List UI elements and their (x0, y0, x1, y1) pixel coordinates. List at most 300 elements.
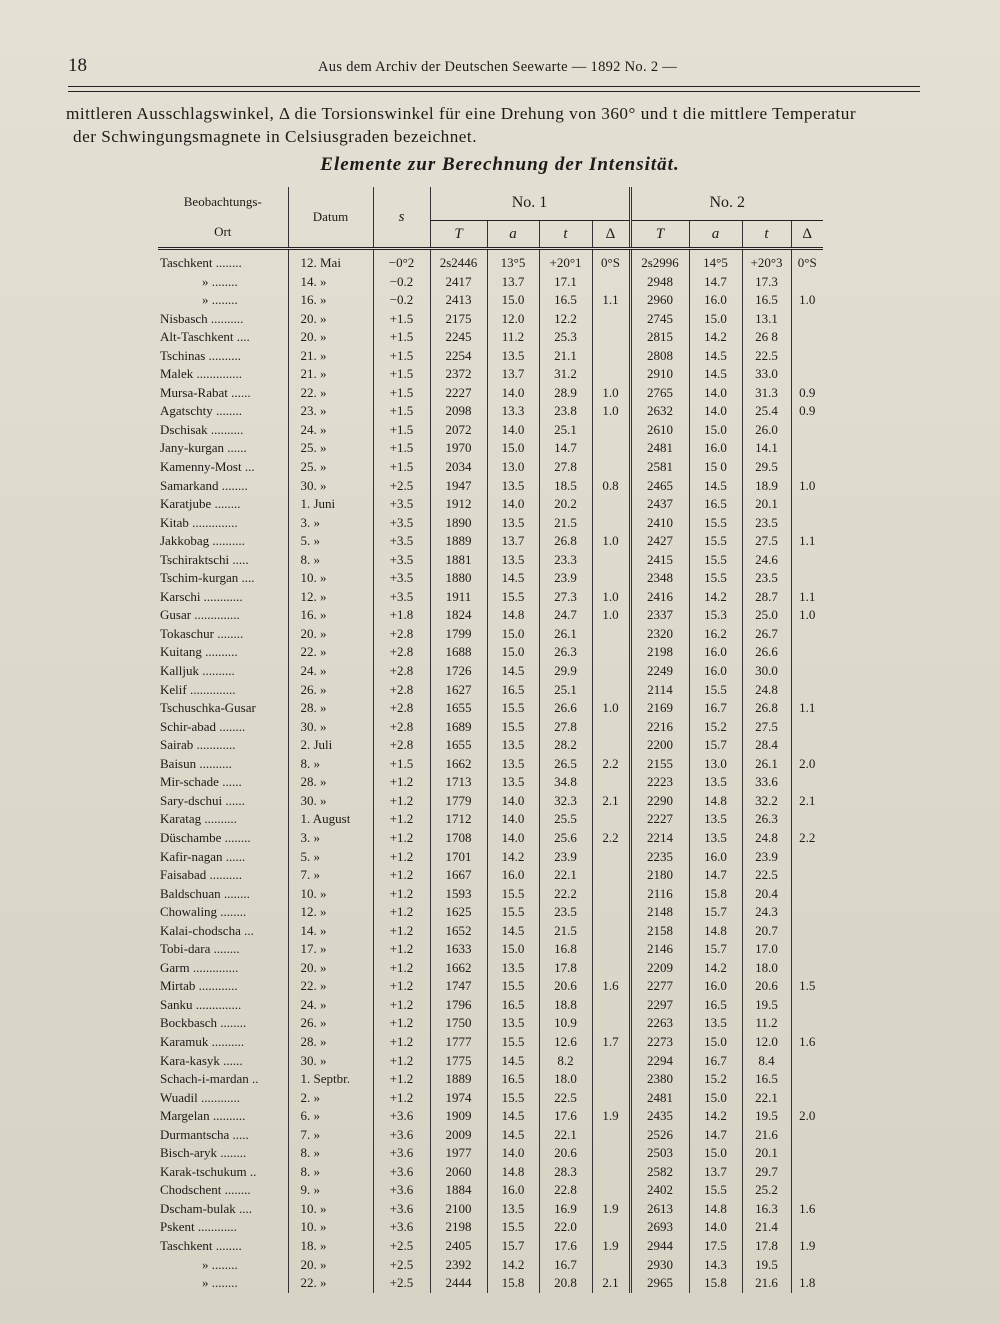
table-row (158, 328, 823, 347)
cell-T1: 1799 (430, 625, 487, 644)
cell-delta1 (592, 848, 630, 867)
cell-s: +1.5 (373, 421, 430, 440)
cell-a2: 16.0 (689, 977, 742, 996)
cell-t2: 33.0 (742, 365, 791, 384)
cell-datum: 24. » (288, 996, 373, 1015)
cell-delta2: 1.9 (791, 1237, 823, 1256)
table-row (158, 643, 823, 662)
cell-datum: 16. » (288, 291, 373, 310)
cell-delta2 (791, 1014, 823, 1033)
table-row (158, 959, 823, 978)
cell-T2: 2415 (630, 551, 689, 570)
cell-s: +1.2 (373, 903, 430, 922)
cell-ort: Chodschent ........ (160, 1182, 251, 1198)
cell-delta2: 1.5 (791, 977, 823, 996)
cell-datum: 22. » (288, 384, 373, 403)
cell-T1: 1633 (430, 940, 487, 959)
cell-T2: 2435 (630, 1107, 689, 1126)
cell-ort: Schach-i-mardan .. (160, 1071, 259, 1087)
cell-s: +3.5 (373, 551, 430, 570)
cell-delta2 (791, 365, 823, 384)
table-row (158, 439, 823, 458)
table-row (158, 291, 823, 310)
cell-ort: Karschi ............ (160, 588, 243, 604)
cell-T2: 2503 (630, 1144, 689, 1163)
cell-T2: 2930 (630, 1256, 689, 1275)
cell-s: +1.2 (373, 1070, 430, 1089)
cell-a1: 14.2 (487, 1256, 539, 1275)
cell-a1: 13.7 (487, 532, 539, 551)
cell-T2: 2808 (630, 347, 689, 366)
cell-delta2 (791, 421, 823, 440)
subheader-t2: t (742, 220, 791, 248)
table-row (158, 384, 823, 403)
cell-T1: 1593 (430, 885, 487, 904)
table-row (158, 1237, 823, 1256)
cell-s: +3.6 (373, 1126, 430, 1145)
cell-s: +3.5 (373, 514, 430, 533)
cell-T1: 1881 (430, 551, 487, 570)
cell-T1: 2405 (430, 1237, 487, 1256)
cell-s: +3.6 (373, 1181, 430, 1200)
cell-s: +1.2 (373, 1014, 430, 1033)
table-row (158, 532, 823, 551)
cell-delta1 (592, 1144, 630, 1163)
cell-T1: 2009 (430, 1126, 487, 1145)
cell-t2: 18.9 (742, 477, 791, 496)
cell-t2: 25.2 (742, 1181, 791, 1200)
cell-T1: 1662 (430, 959, 487, 978)
cell-a2: 17.5 (689, 1237, 742, 1256)
cell-datum: 16. » (288, 606, 373, 625)
table-row (158, 866, 823, 885)
cell-a2: 15 0 (689, 458, 742, 477)
subheader-delta2: Δ (791, 220, 823, 248)
cell-t2: 26.1 (742, 755, 791, 774)
intro-paragraph (66, 102, 931, 148)
cell-t1: 20.8 (539, 1274, 592, 1293)
cell-a1: 14.0 (487, 495, 539, 514)
cell-t2: 24.3 (742, 903, 791, 922)
cell-t2: +20°3 (742, 249, 791, 273)
cell-T1: 1712 (430, 810, 487, 829)
cell-delta1: 2.1 (592, 1274, 630, 1293)
cell-ort: Tobi-dara ........ (160, 941, 240, 957)
cell-t1: 28.2 (539, 736, 592, 755)
cell-a1: 14.5 (487, 922, 539, 941)
cell-ort: Karatjube ........ (160, 496, 241, 512)
table-row (158, 996, 823, 1015)
cell-a1: 14.5 (487, 1126, 539, 1145)
cell-s: +2.5 (373, 1256, 430, 1275)
cell-delta2 (791, 940, 823, 959)
cell-ort: Baldschuan ........ (160, 885, 250, 901)
cell-delta2 (791, 514, 823, 533)
cell-t2: 20.6 (742, 977, 791, 996)
cell-s: −0.2 (373, 273, 430, 292)
cell-delta1 (592, 273, 630, 292)
cell-T2: 2765 (630, 384, 689, 403)
cell-T1: 1747 (430, 977, 487, 996)
cell-t1: 26.1 (539, 625, 592, 644)
cell-s: +3.6 (373, 1200, 430, 1219)
cell-a1: 15.0 (487, 625, 539, 644)
subheader-T2: T (630, 220, 689, 248)
cell-T1: 2392 (430, 1256, 487, 1275)
cell-t2: 23.5 (742, 569, 791, 588)
cell-T2: 2481 (630, 439, 689, 458)
cell-delta2 (791, 347, 823, 366)
cell-T2: 2209 (630, 959, 689, 978)
cell-t2: 16.5 (742, 1070, 791, 1089)
cell-a2: 14.0 (689, 402, 742, 421)
cell-T2: 2155 (630, 755, 689, 774)
cell-ort: Sanku .............. (160, 996, 242, 1012)
cell-delta2 (791, 1181, 823, 1200)
cell-a2: 13.5 (689, 829, 742, 848)
cell-T1: 2227 (430, 384, 487, 403)
cell-s: +1.5 (373, 347, 430, 366)
cell-a1: 16.5 (487, 681, 539, 700)
cell-a2: 14.8 (689, 1200, 742, 1219)
cell-a1: 15.8 (487, 1274, 539, 1293)
cell-delta1 (592, 718, 630, 737)
cell-a2: 16.5 (689, 495, 742, 514)
table-row (158, 1052, 823, 1071)
cell-delta1 (592, 643, 630, 662)
cell-datum: 8. » (288, 1144, 373, 1163)
cell-a1: 15.5 (487, 699, 539, 718)
cell-s: +2.8 (373, 643, 430, 662)
cell-t2: 11.2 (742, 1014, 791, 1033)
cell-t1: 24.7 (539, 606, 592, 625)
cell-ort: Dschisak .......... (160, 421, 244, 437)
cell-t2: 17.0 (742, 940, 791, 959)
cell-s: +1.2 (373, 922, 430, 941)
cell-delta1: 1.9 (592, 1107, 630, 1126)
table-row (158, 829, 823, 848)
cell-datum: 21. » (288, 347, 373, 366)
cell-delta2 (791, 885, 823, 904)
cell-t1: 20.6 (539, 977, 592, 996)
cell-a2: 16.0 (689, 291, 742, 310)
cell-t1: 16.5 (539, 291, 592, 310)
cell-ort: Mursa-Rabat ...... (160, 384, 251, 400)
cell-T1: 2060 (430, 1163, 487, 1182)
cell-ort: Taschkent ........ (160, 1237, 242, 1253)
cell-T2: 2148 (630, 903, 689, 922)
cell-delta1 (592, 310, 630, 329)
cell-delta2 (791, 922, 823, 941)
cell-datum: 10. » (288, 569, 373, 588)
cell-a1: 15.5 (487, 885, 539, 904)
table-row (158, 903, 823, 922)
cell-t2: 16.5 (742, 291, 791, 310)
cell-datum: 5. » (288, 532, 373, 551)
cell-datum: 21. » (288, 365, 373, 384)
cell-delta2: 2.0 (791, 1107, 823, 1126)
cell-delta1 (592, 1014, 630, 1033)
cell-t1: 23.3 (539, 551, 592, 570)
cell-t1: 22.1 (539, 866, 592, 885)
cell-datum: 22. » (288, 977, 373, 996)
cell-t1: 28.9 (539, 384, 592, 403)
cell-T2: 2944 (630, 1237, 689, 1256)
cell-T2: 2169 (630, 699, 689, 718)
table-row (158, 1107, 823, 1126)
cell-T2: 2960 (630, 291, 689, 310)
cell-T2: 2116 (630, 885, 689, 904)
cell-T1: 1909 (430, 1107, 487, 1126)
cell-t2: 19.5 (742, 1107, 791, 1126)
cell-t1: 10.9 (539, 1014, 592, 1033)
table-row (158, 1274, 823, 1293)
cell-delta1 (592, 458, 630, 477)
cell-ort: Taschkent ........ (160, 255, 242, 270)
cell-ort: Pskent ............ (160, 1219, 237, 1235)
cell-t2: 26 8 (742, 328, 791, 347)
cell-delta1 (592, 773, 630, 792)
cell-t1: 27.8 (539, 458, 592, 477)
column-header-ort (158, 187, 288, 249)
cell-delta2 (791, 1089, 823, 1108)
cell-delta2: 1.0 (791, 477, 823, 496)
cell-datum: 20. » (288, 625, 373, 644)
cell-a1: 14.0 (487, 829, 539, 848)
cell-delta2: 1.0 (791, 606, 823, 625)
cell-t2: 27.5 (742, 532, 791, 551)
cell-a2: 15.7 (689, 940, 742, 959)
cell-a2: 14.5 (689, 365, 742, 384)
cell-a2: 14.7 (689, 866, 742, 885)
cell-a1: 13.5 (487, 477, 539, 496)
cell-a1: 15.0 (487, 439, 539, 458)
cell-delta2: 1.1 (791, 588, 823, 607)
cell-datum: 30. » (288, 477, 373, 496)
column-header-ort-text: Beobachtungs- Ort (183, 194, 262, 239)
table-row (158, 755, 823, 774)
cell-s: +1.5 (373, 755, 430, 774)
table-row (158, 922, 823, 941)
cell-delta2 (791, 681, 823, 700)
cell-delta2: 2.1 (791, 792, 823, 811)
cell-T2: 2114 (630, 681, 689, 700)
cell-T2: 2965 (630, 1274, 689, 1293)
cell-delta1: 1.0 (592, 699, 630, 718)
cell-delta1 (592, 1126, 630, 1145)
cell-T1: 1750 (430, 1014, 487, 1033)
cell-t2: 26.3 (742, 810, 791, 829)
cell-delta1 (592, 959, 630, 978)
cell-a2: 15.7 (689, 903, 742, 922)
cell-datum: 9. » (288, 1181, 373, 1200)
cell-ort: Sairab ............ (160, 737, 236, 753)
cell-t1: 23.9 (539, 848, 592, 867)
cell-T2: 2693 (630, 1218, 689, 1237)
cell-T1: 1652 (430, 922, 487, 941)
cell-t1: 23.8 (539, 402, 592, 421)
table-row (158, 365, 823, 384)
cell-ort: Wuadil ............ (160, 1089, 240, 1105)
cell-T2: 2402 (630, 1181, 689, 1200)
cell-s: +2.8 (373, 662, 430, 681)
cell-delta1: 1.1 (592, 291, 630, 310)
cell-ort: Karak-tschukum .. (160, 1163, 257, 1179)
cell-T1: 1880 (430, 569, 487, 588)
cell-s: +2.8 (373, 736, 430, 755)
cell-a1: 13.5 (487, 347, 539, 366)
cell-datum: 26. » (288, 681, 373, 700)
cell-datum: 28. » (288, 773, 373, 792)
cell-delta1 (592, 1181, 630, 1200)
cell-a2: 16.7 (689, 699, 742, 718)
cell-s: +1.5 (373, 328, 430, 347)
cell-s: +1.5 (373, 365, 430, 384)
cell-s: +3.5 (373, 495, 430, 514)
cell-T1: 1779 (430, 792, 487, 811)
cell-a1: 11.2 (487, 328, 539, 347)
cell-delta2 (791, 810, 823, 829)
cell-delta2 (791, 848, 823, 867)
table-row (158, 1256, 823, 1275)
cell-delta1 (592, 551, 630, 570)
cell-delta2 (791, 310, 823, 329)
cell-a1: 14.5 (487, 662, 539, 681)
cell-t2: 19.5 (742, 996, 791, 1015)
cell-datum: 25. » (288, 458, 373, 477)
cell-t1: 21.5 (539, 922, 592, 941)
cell-T1: 1947 (430, 477, 487, 496)
cell-a1: 15.0 (487, 291, 539, 310)
cell-ort: Margelan .......... (160, 1108, 246, 1124)
cell-ort: Faisabad .......... (160, 867, 242, 883)
cell-delta1 (592, 421, 630, 440)
cell-datum: 30. » (288, 718, 373, 737)
cell-s: +2.5 (373, 1274, 430, 1293)
cell-datum: 1. Septbr. (288, 1070, 373, 1089)
cell-T2: 2581 (630, 458, 689, 477)
table-row (158, 662, 823, 681)
cell-datum: 24. » (288, 421, 373, 440)
cell-t2: 17.8 (742, 1237, 791, 1256)
table-row (158, 477, 823, 496)
cell-ort: Karatag .......... (160, 811, 237, 827)
cell-delta2 (791, 643, 823, 662)
cell-t1: 26.3 (539, 643, 592, 662)
cell-delta2 (791, 569, 823, 588)
cell-delta1 (592, 885, 630, 904)
cell-T2: 2158 (630, 922, 689, 941)
cell-T1: 1970 (430, 439, 487, 458)
cell-T2: 2610 (630, 421, 689, 440)
cell-ort: Alt-Taschkent .... (160, 329, 250, 345)
table-row (158, 551, 823, 570)
cell-a2: 15.5 (689, 1181, 742, 1200)
cell-delta2 (791, 1163, 823, 1182)
cell-t2: 23.9 (742, 848, 791, 867)
cell-t1: 16.8 (539, 940, 592, 959)
cell-t2: 25.0 (742, 606, 791, 625)
cell-a2: 14.7 (689, 1126, 742, 1145)
cell-s: −0.2 (373, 291, 430, 310)
cell-a2: 14.8 (689, 792, 742, 811)
cell-t2: 33.6 (742, 773, 791, 792)
column-header-datum: Datum (288, 187, 373, 249)
cell-T1: 1708 (430, 829, 487, 848)
cell-t1: 8.2 (539, 1052, 592, 1071)
cell-delta1 (592, 439, 630, 458)
table-row (158, 310, 823, 329)
cell-a1: 13.5 (487, 959, 539, 978)
cell-T2: 2198 (630, 643, 689, 662)
cell-t2: 16.3 (742, 1200, 791, 1219)
cell-t1: 18.5 (539, 477, 592, 496)
cell-datum: 28. » (288, 1033, 373, 1052)
cell-T1: 2444 (430, 1274, 487, 1293)
cell-t1: 21.1 (539, 347, 592, 366)
table-row (158, 718, 823, 737)
cell-datum: 25. » (288, 439, 373, 458)
cell-T2: 2297 (630, 996, 689, 1015)
cell-a1: 13°5 (487, 249, 539, 273)
cell-datum: 17. » (288, 940, 373, 959)
cell-ort: Jany-kurgan ...... (160, 440, 247, 456)
cell-a1: 13.5 (487, 773, 539, 792)
cell-a2: 15.3 (689, 606, 742, 625)
cell-T2: 2277 (630, 977, 689, 996)
cell-a2: 14.2 (689, 588, 742, 607)
cell-a2: 16.0 (689, 439, 742, 458)
cell-T1: 2034 (430, 458, 487, 477)
cell-datum: 20. » (288, 328, 373, 347)
cell-a2: 15.5 (689, 551, 742, 570)
cell-T1: 2100 (430, 1200, 487, 1219)
cell-s: +1.2 (373, 1033, 430, 1052)
cell-ort: Bisch-aryk ........ (160, 1145, 247, 1161)
cell-t1: 12.6 (539, 1033, 592, 1052)
cell-t1: 34.8 (539, 773, 592, 792)
cell-s: +1.2 (373, 792, 430, 811)
cell-ort: » ........ (202, 1275, 238, 1291)
cell-delta1 (592, 662, 630, 681)
table-body (158, 249, 823, 1293)
cell-a1: 14.8 (487, 1163, 539, 1182)
cell-datum: 12. » (288, 903, 373, 922)
cell-datum: 7. » (288, 1126, 373, 1145)
cell-T2: 2632 (630, 402, 689, 421)
cell-ort: Mirtab ............ (160, 978, 238, 994)
cell-s: +3.6 (373, 1163, 430, 1182)
cell-a1: 15.7 (487, 1237, 539, 1256)
cell-s: +1.2 (373, 848, 430, 867)
cell-a2: 15.5 (689, 681, 742, 700)
cell-T2: 2465 (630, 477, 689, 496)
cell-ort: Kara-kasyk ...... (160, 1052, 243, 1068)
cell-s: +2.8 (373, 718, 430, 737)
cell-a2: 15.0 (689, 421, 742, 440)
cell-a1: 16.0 (487, 866, 539, 885)
cell-T1: 1627 (430, 681, 487, 700)
cell-delta2: 1.8 (791, 1274, 823, 1293)
table-row (158, 885, 823, 904)
header-rule-thin (68, 91, 920, 92)
cell-t2: 24.8 (742, 829, 791, 848)
cell-T2: 2223 (630, 773, 689, 792)
cell-a1: 14.5 (487, 569, 539, 588)
cell-t2: 21.6 (742, 1274, 791, 1293)
cell-T1: 1625 (430, 903, 487, 922)
column-header-s: s (373, 187, 430, 249)
